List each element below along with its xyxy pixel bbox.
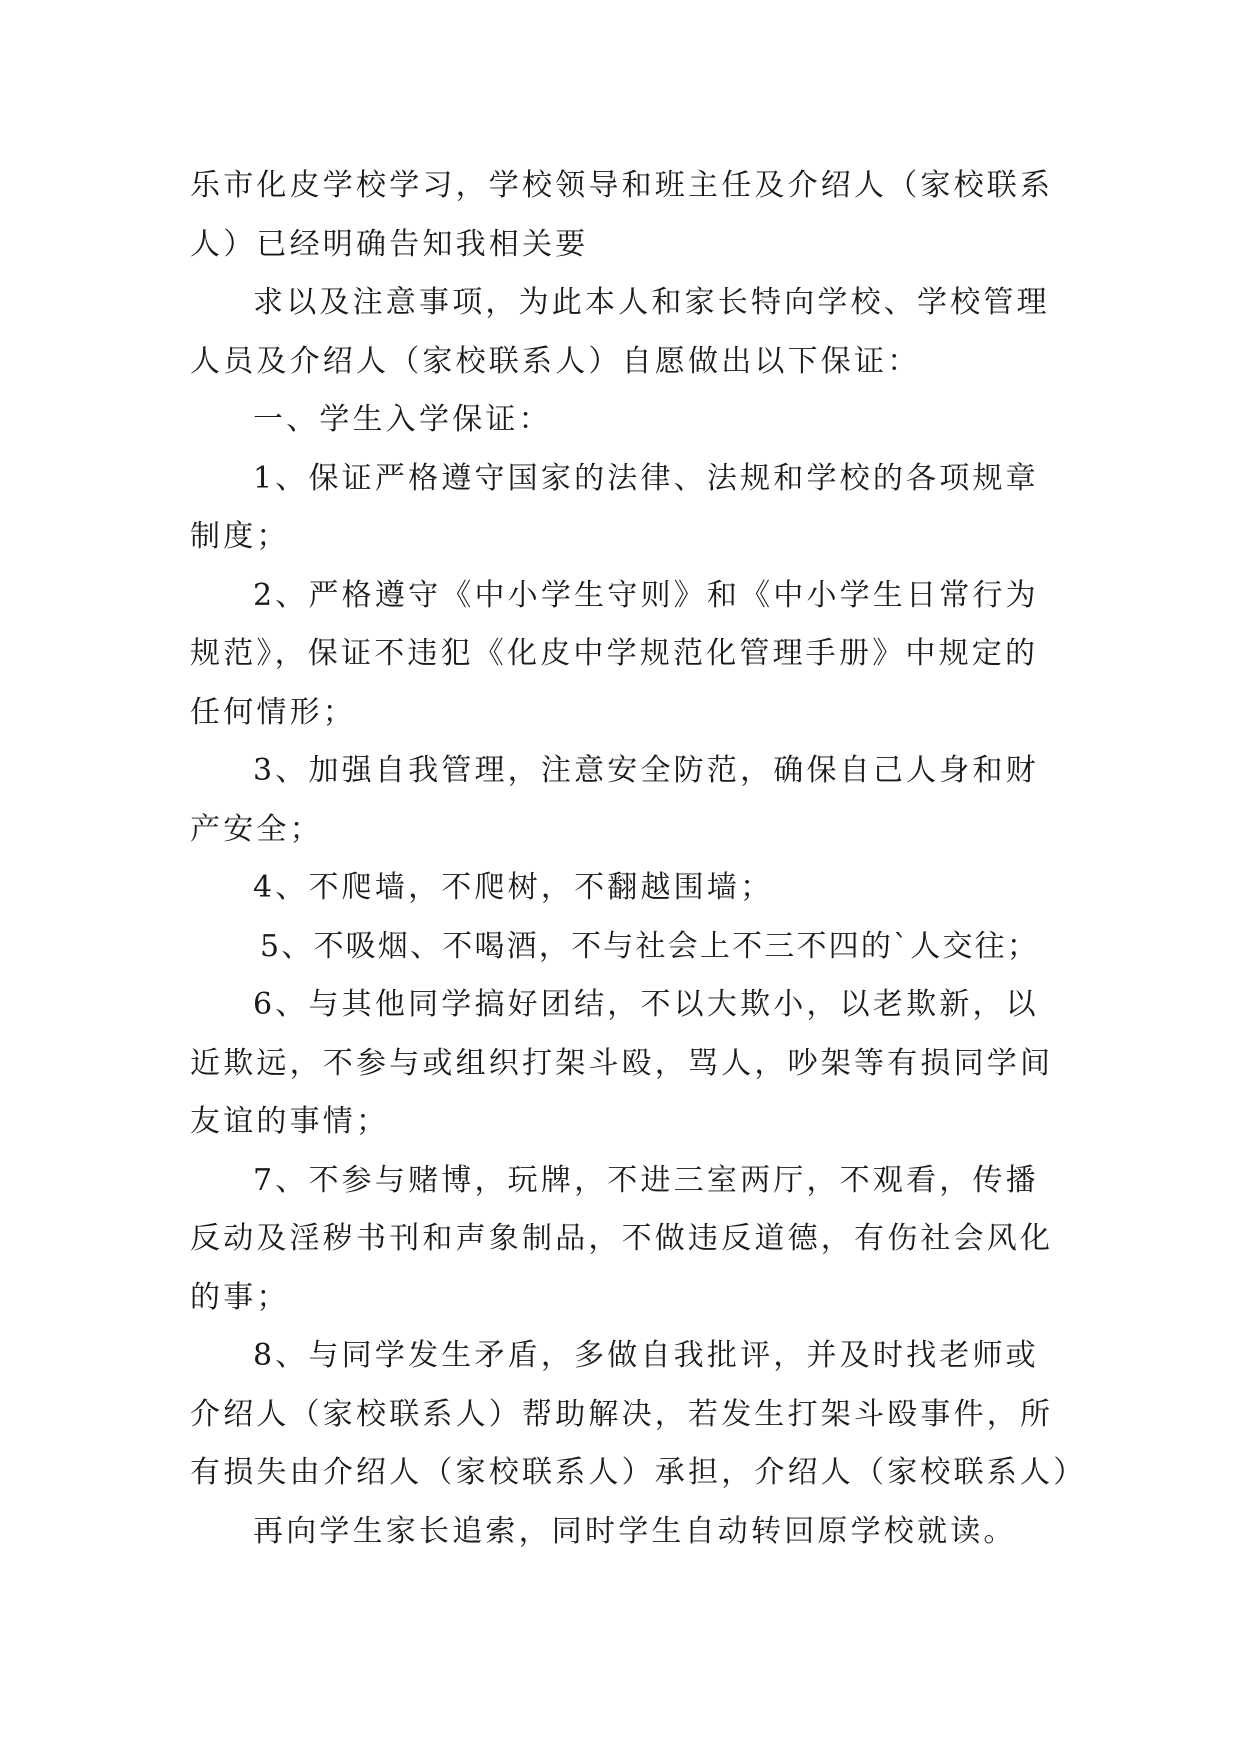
list-item-text: 8、与同学发生矛盾，多做自我批评，并及时找老师或 [253, 1338, 1039, 1373]
list-item-text: 规范》，保证不违犯《化皮中学规范化管理手册》中规定的 [190, 636, 1039, 671]
list-item-text: 介绍人（家校联系人）帮助解决，若发生打架斗殴事件，所 [190, 1396, 1054, 1432]
list-item-text: 产安全； [190, 811, 323, 847]
list-item-text: 4、不爬墙，不爬树，不翻越围墙； [253, 870, 774, 905]
text-line: 乐市化皮学校学习，学校领导和班主任及介绍人（家校联系 [190, 168, 1054, 203]
list-item-text: 7、不参与赌博，玩牌，不进三室两厅，不观看，传播 [253, 1162, 1039, 1198]
list-item-text: 近欺远，不参与或组织打架斗殴，骂人，吵架等有损同学间 [190, 1045, 1054, 1081]
section-heading: 一、学生入学保证： [253, 402, 552, 437]
document-body [190, 157, 1087, 1561]
list-item-text: 2、严格遵守《中小学生守则》和《中小学生日常行为 [253, 577, 1039, 613]
list-item-text: 5、不吸烟、不喝酒，不与社会上不三不四的`人交往； [260, 928, 1040, 964]
list-item-text: 制度； [190, 519, 290, 554]
list-item-text: 再向学生家长追索，同时学生自动转回原学校就读。 [253, 1513, 1017, 1549]
list-item-text: 6、与其他同学搞好团结，不以大欺小，以老欺新，以 [253, 987, 1039, 1022]
text-line: 人）已经明确告知我相关要 [190, 226, 589, 262]
list-item-text: 反动及淫秽书刊和声象制品，不做违反道德，有伤社会风化 [190, 1221, 1054, 1256]
list-item-text: 友谊的事情； [190, 1104, 390, 1139]
text-line: 求以及注意事项，为此本人和家长特向学校、学校管理 [253, 285, 1050, 320]
list-item-text: 3、加强自我管理，注意安全防范，确保自己人身和财 [253, 753, 1039, 788]
text-line: 人员及介绍人（家校联系人）自愿做出以下保证： [190, 343, 921, 379]
list-item-text: 1、保证严格遵守国家的法律、法规和学校的各项规章 [253, 460, 1039, 496]
list-item-text: 有损失由介绍人（家校联系人）承担，介绍人（家校联系人） [190, 1455, 1087, 1490]
list-item-text: 的事； [190, 1279, 290, 1315]
list-item-text: 任何情形； [190, 694, 356, 730]
